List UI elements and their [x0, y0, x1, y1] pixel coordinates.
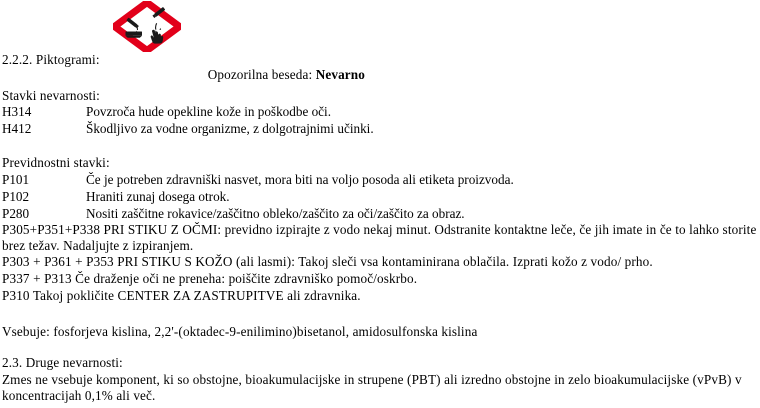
hazard-text: Škodljivo za vodne organizme, z dolgotrajnimi učinki. [86, 121, 374, 136]
precautionary-text: Hraniti zunaj dosega otrok. [86, 189, 230, 204]
hazard-text: Povzroča hude opekline kože in poškodbe oči. [86, 104, 331, 119]
precautionary-statements-heading: Previdnostni stavki: [2, 155, 110, 170]
hazard-code: H412 [2, 121, 32, 136]
hazard-statement-row [2, 104, 331, 119]
section-2-3-heading: 2.3. Druge nevarnosti: [2, 355, 123, 370]
contains-line: Vsebuje: fosforjeva kislina, 2,2'-(oktadec-9-enilimino)bisetanol, amidosulfonska kislina [2, 324, 478, 339]
precautionary-code: P101 [2, 172, 30, 187]
precautionary-code: P102 [2, 189, 30, 204]
precautionary-code: P280 [2, 206, 30, 221]
hazard-statements-heading: Stavki nevarnosti: [2, 88, 100, 103]
precautionary-statement-p305: P305+P351+P338 PRI STIKU Z OČMI: previdno izpirajte z vodo nekaj minut. Odstranite kontaktne leče, če jih imate in če to lahko storite brez težav. Nadaljujte z izpiranjem. [2, 222, 757, 253]
precautionary-statement-p310: P310 Takoj pokličite CENTER ZA ZASTRUPITVE ali zdravnika. [2, 288, 361, 303]
section-2-2-2-heading: 2.2.2. Piktogrami: [2, 52, 100, 67]
hazard-statement-row [2, 121, 374, 136]
precautionary-text: Če je potreben zdravniški nasvet, mora biti na voljo posoda ali etiketa proizvoda. [86, 172, 514, 187]
corrosion-pictogram [113, 1, 181, 52]
precautionary-statement-row [2, 206, 465, 221]
precautionary-statement-p337: P337 + P313 Če draženje oči ne preneha: poiščite zdravniško pomoč/oskrbo. [2, 271, 418, 286]
precautionary-text: Nositi zaščitne rokavice/zaščitno obleko/zaščito za oči/zaščito za obraz. [86, 206, 465, 221]
precautionary-statement-row [2, 189, 230, 204]
precautionary-statement-row [2, 172, 514, 187]
signal-word-row [194, 52, 365, 97]
hazard-code: H314 [2, 104, 32, 119]
precautionary-statement-p303: P303 + P361 + P353 PRI STIKU S KOŽO (ali lasmi): Takoj sleči vsa kontaminirana oblačila. Izprati kožo z vodo/ prho. [2, 254, 653, 269]
signal-word-value: Nevarno [315, 67, 365, 82]
section-2-3-body: Zmes ne vsebuje komponent, ki so obstojne, bioakumulacijske in strupene (PBT) ali izredno obstojne in zelo bioakumulacijske (vPvB) v koncentracijah 0,1% ali več. [2, 372, 742, 403]
signal-word-label: Opozorilna beseda: [207, 67, 313, 82]
